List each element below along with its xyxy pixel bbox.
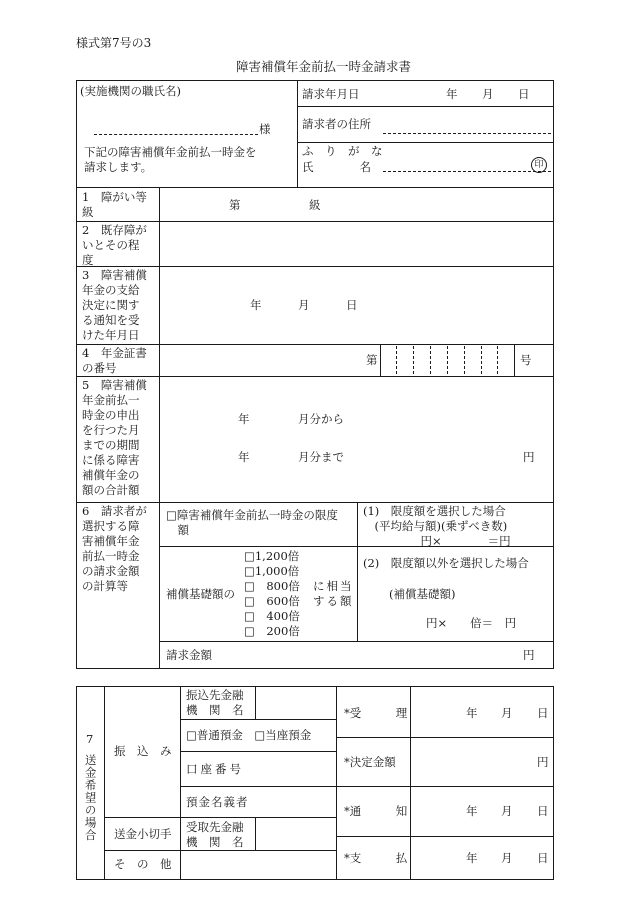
- form-number: 様式第7号の3: [76, 36, 152, 50]
- row1-kyu: 級: [309, 198, 321, 212]
- row4-go: 号: [520, 353, 532, 367]
- row2-input[interactable]: [160, 222, 553, 266]
- seikyu-label: 請求金額: [166, 648, 212, 662]
- row4-dai: 第: [366, 353, 378, 367]
- option2-label[interactable]: (2) 限度額以外を選択した場合: [363, 556, 529, 570]
- kijun-label: 補償基礎額の: [166, 587, 235, 601]
- row3-day[interactable]: 日: [346, 298, 358, 312]
- section7-number: 7: [86, 732, 94, 746]
- other-field[interactable]: [181, 851, 335, 878]
- row1-dai: 第: [229, 198, 241, 212]
- row3-year[interactable]: 年: [250, 298, 262, 312]
- shiharai-label: *支 払: [344, 851, 408, 865]
- request-text: 下記の障害補償年金前払一時金を 請求します。: [84, 145, 257, 174]
- date-month[interactable]: 月: [482, 87, 494, 101]
- row6-label: 6 請求者が 選択する障 害補償年金 前払一時金 の請求金額 の計算等: [82, 504, 147, 593]
- seal-mark: 印: [531, 157, 547, 173]
- other-label: そ の 他: [114, 857, 172, 871]
- row5-label: 5 障害補償 年金前払一 時金の申出 を行つた月 までの期間 に係る障害 補償年金の 額の合計額: [82, 378, 147, 497]
- shiharai-day: 日: [537, 851, 549, 865]
- row5-year-from[interactable]: 年: [238, 412, 250, 426]
- uketori-day: 日: [537, 706, 549, 720]
- receive-bank-field[interactable]: [257, 819, 335, 849]
- row5-yen: 円: [523, 450, 535, 464]
- sama-label: 様: [259, 122, 271, 136]
- row3-month[interactable]: 月: [298, 298, 310, 312]
- row2-label: 2 既存障が いとその程 度: [82, 223, 147, 267]
- name-label: 氏 名: [302, 160, 371, 174]
- address-field[interactable]: [383, 114, 551, 132]
- multiplier-checkboxes[interactable]: □1,200倍 □1,000倍 □ 800倍 □ 600倍 □ 400倍 □ 200倍: [244, 549, 300, 638]
- row5-from: 月分から: [298, 412, 344, 426]
- shiharai-month: 月: [501, 851, 513, 865]
- account-number-field[interactable]: [255, 753, 335, 785]
- limit-checkbox-option[interactable]: □障害補償年金前払一時金の限度 額: [166, 508, 338, 537]
- check-label: 送金小切手: [114, 827, 172, 841]
- row5-year-to[interactable]: 年: [238, 450, 250, 464]
- seikyu-yen: 円: [523, 648, 535, 662]
- tsuchi-year: 年: [466, 804, 478, 818]
- form-title: 障害補償年金前払一時金請求書: [236, 59, 412, 74]
- shiharai-year: 年: [466, 851, 478, 865]
- uketori-label: *受 理: [344, 706, 408, 720]
- row5-to: 月分まで: [298, 450, 344, 464]
- account-holder-label: 預金名義者: [186, 795, 249, 809]
- uketori-month: 月: [501, 706, 513, 720]
- date-label: 請求年月日: [302, 87, 360, 101]
- kijun2-label: (補償基礎額): [389, 587, 456, 601]
- soutou-label: に相当 する額: [313, 579, 354, 608]
- kettei-label: *決定金額: [344, 755, 396, 769]
- row1-input[interactable]: [160, 188, 553, 221]
- option2-calc[interactable]: 円× 倍＝ 円: [426, 616, 517, 630]
- account-number-label: 口座番号: [186, 762, 244, 776]
- kettei-yen: 円: [537, 755, 549, 769]
- receive-bank-label: 受取先金融 機 関 名: [186, 820, 244, 849]
- tsuchi-label: *通 知: [344, 804, 408, 818]
- section7-label: 送金希望の場合: [83, 754, 98, 842]
- date-day[interactable]: 日: [518, 87, 530, 101]
- claim-amount-field[interactable]: [240, 643, 510, 667]
- pension-number-boxes[interactable]: [381, 345, 514, 376]
- tsuchi-day: 日: [537, 804, 549, 818]
- name-field[interactable]: [383, 150, 523, 170]
- option1-limit-calc[interactable]: (1) 限度額を選択した場合 (平均給与額)(乗ずべき数) 円× ＝円: [363, 504, 511, 548]
- institution-label: (実施機関の職氏名): [80, 84, 181, 98]
- row1-label: 1 障がい等 級: [82, 190, 147, 219]
- address-label: 請求者の住所: [302, 117, 371, 131]
- account-type-checkboxes[interactable]: □普通預金 □当座預金: [186, 728, 312, 742]
- date-year[interactable]: 年: [446, 87, 458, 101]
- account-holder-field[interactable]: [255, 788, 335, 816]
- furigana-label: ふ り が な: [302, 144, 383, 158]
- uketori-year: 年: [466, 706, 478, 720]
- row4-label: 4 年金証書 の番号: [82, 346, 147, 375]
- bank-label: 振込先金融 機 関 名: [186, 688, 244, 717]
- tsuchi-month: 月: [501, 804, 513, 818]
- row3-label: 3 障害補償 年金の支給 決定に関す る通知を受 けた年月日: [82, 268, 147, 342]
- bank-name-field[interactable]: [257, 688, 335, 718]
- furikomi-label: 振 込 み: [114, 744, 172, 758]
